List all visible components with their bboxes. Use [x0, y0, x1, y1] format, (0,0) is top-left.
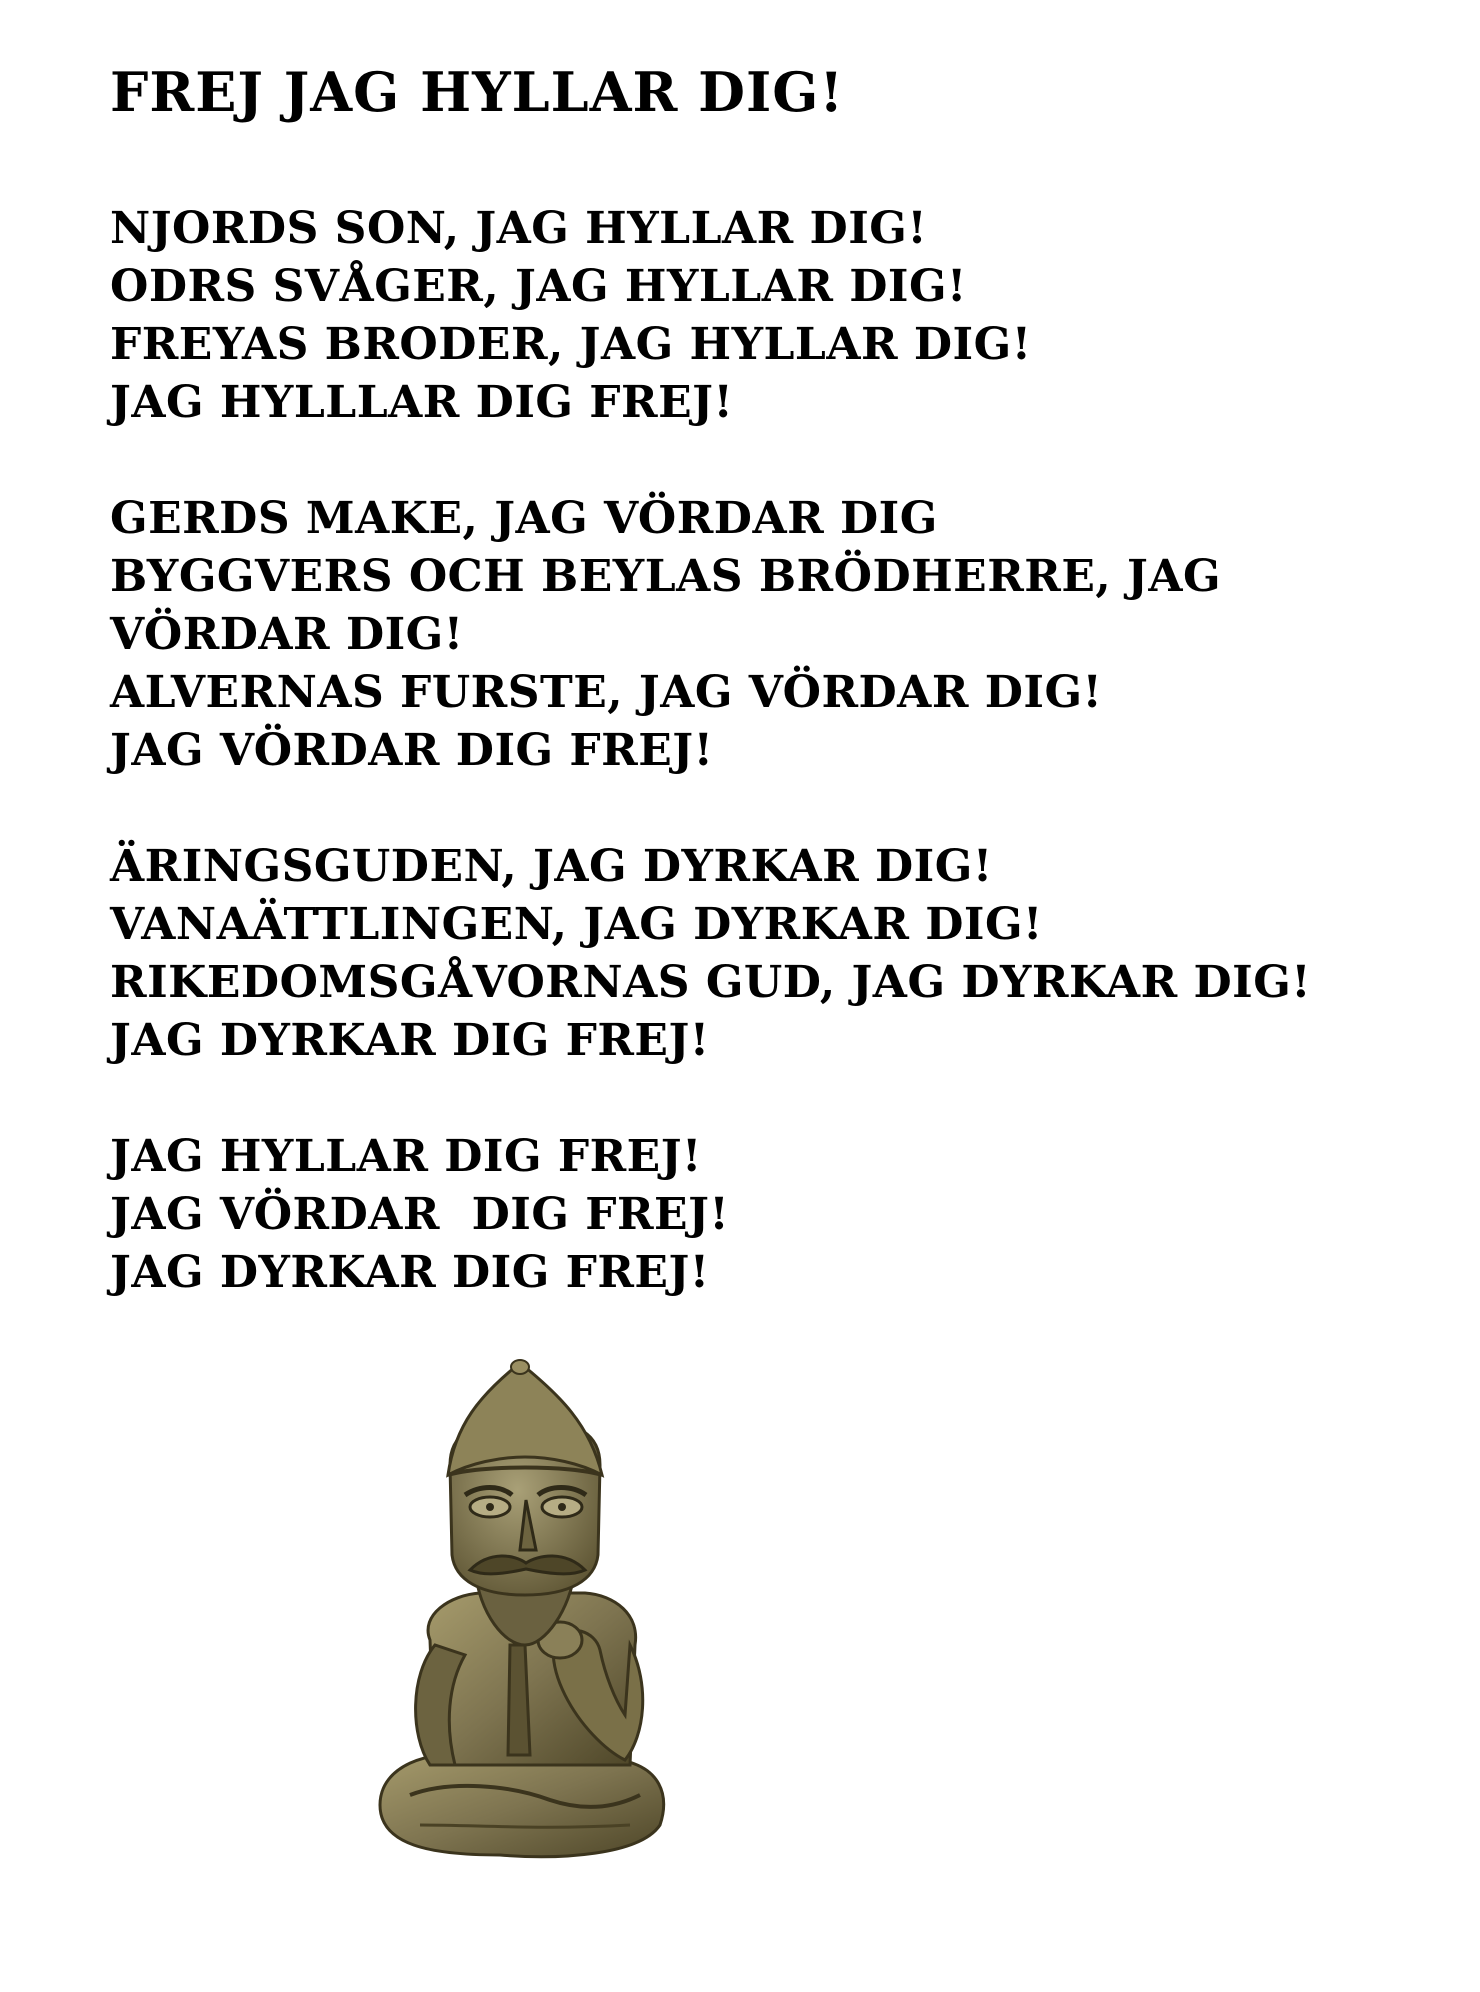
verse-line: JAG DYRKAR DIG FREJ!	[110, 1015, 710, 1066]
verse-line: VANAÄTTLINGEN, JAG DYRKAR DIG!	[110, 899, 1043, 950]
stanza	[110, 490, 1450, 780]
page-title: FREJ JAG HYLLAR DIG!	[110, 60, 845, 124]
verse-line: ALVERNAS FURSTE, JAG VÖRDAR DIG!	[110, 667, 1103, 718]
verse-line: ÄRINGSGUDEN, JAG DYRKAR DIG!	[110, 841, 993, 892]
verse-line: JAG HYLLLAR DIG FREJ!	[110, 377, 734, 428]
verse-line: JAG HYLLAR DIG FREJ!	[110, 1131, 702, 1182]
verse-line: BYGGVERS OCH BEYLAS BRÖDHERRE, JAG VÖRDAR DIG!	[110, 551, 1222, 660]
stanza	[110, 1128, 729, 1302]
verse-line: ODRS SVÅGER, JAG HYLLAR DIG!	[110, 261, 967, 312]
stanza	[110, 838, 1311, 1070]
verse-line: JAG VÖRDAR DIG FREJ!	[110, 725, 714, 776]
verse-line: RIKEDOMSGÅVORNAS GUD, JAG DYRKAR DIG!	[110, 957, 1312, 1008]
verse-line: GERDS MAKE, JAG VÖRDAR DIG	[110, 493, 938, 544]
frej-figurine-image	[340, 1355, 700, 1875]
stanza	[110, 200, 1032, 432]
verse-line: NJORDS SON, JAG HYLLAR DIG!	[110, 203, 928, 254]
verse-line: JAG VÖRDAR DIG FREJ!	[110, 1189, 730, 1240]
seated-bronze-figurine-icon	[340, 1355, 700, 1875]
verse-line: JAG DYRKAR DIG FREJ!	[110, 1247, 710, 1298]
verse-line: FREYAS BRODER, JAG HYLLAR DIG!	[110, 319, 1032, 370]
